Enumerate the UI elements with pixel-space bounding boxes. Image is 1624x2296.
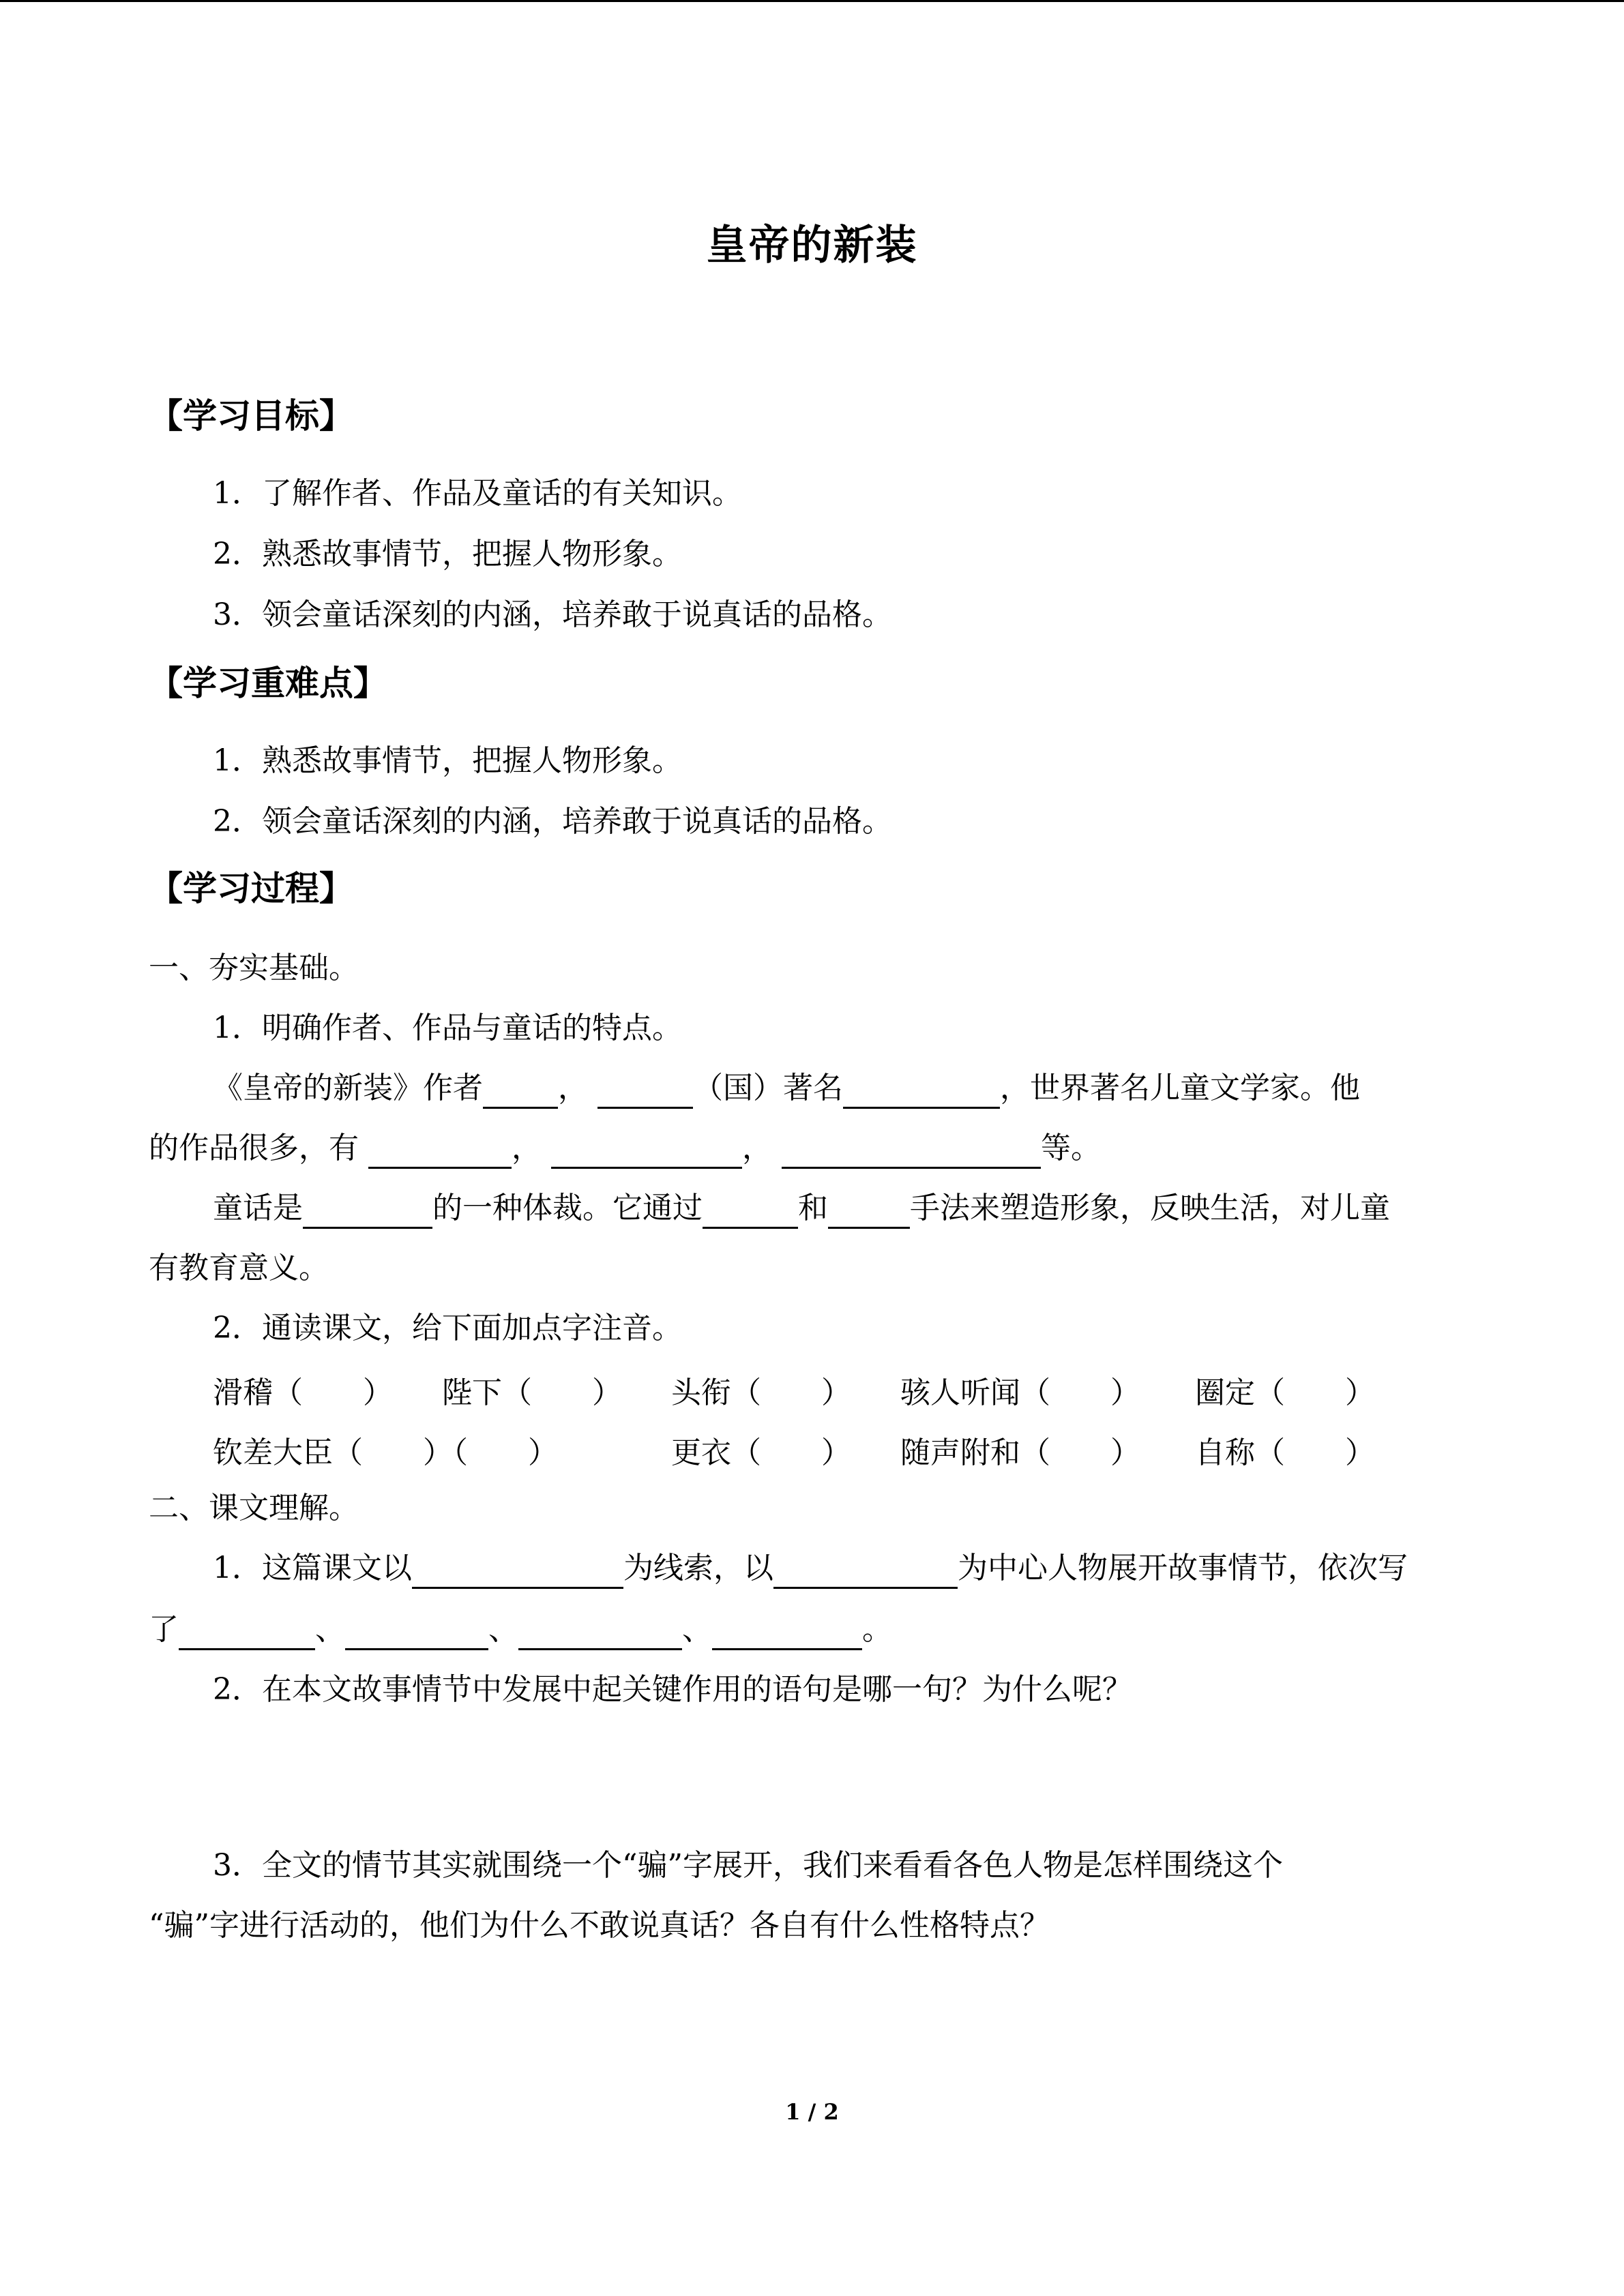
fill-line-fairytale-cont: 有教育意义。 (149, 1251, 329, 1285)
blank-country[interactable] (597, 1075, 693, 1109)
key-point-item: 2．领会童话深刻的内涵，培养敢于说真话的品格。 (213, 804, 892, 839)
objective-item: 3．领会童话深刻的内涵，培养敢于说真话的品格。 (213, 597, 892, 632)
part2-question-2: 2．在本文故事情节中发展中起关键作用的语句是哪一句？为什么呢？ (213, 1672, 1132, 1707)
blank-work-2[interactable] (551, 1135, 742, 1169)
part2-question-3: 3．全文的情节其实就围绕一个“骗”字展开，我们来看看各色人物是怎样围绕这个 (213, 1848, 1283, 1883)
blank-plot-1[interactable] (179, 1617, 315, 1650)
pinyin-item: 自称（ ） (1195, 1435, 1375, 1470)
pinyin-item: 陛下（ ） (442, 1375, 622, 1410)
blank-clue[interactable] (412, 1555, 623, 1589)
blank-plot-4[interactable] (712, 1617, 862, 1650)
part1-question-1: 1．明确作者、作品与童话的特点。 (213, 1011, 682, 1045)
fill-line-fairytale: 童话是 的一种体裁。它通过 和 手法来塑造形象，反映生活，对儿童 (213, 1188, 1390, 1229)
objectives-heading: 【学习目标】 (149, 396, 353, 436)
part1-question-2: 2．通读课文，给下面加点字注音。 (213, 1311, 682, 1345)
part2-question-1: 1．这篇课文以 为线索，以 为中心人物展开故事情节，依次写 (213, 1548, 1408, 1589)
page-number: 1 / 2 (785, 2099, 839, 2125)
pinyin-item: 头衔（ ） (671, 1375, 851, 1410)
part2-question-1-cont: 了 、 、 、 。 (149, 1609, 892, 1650)
part2-label: 二、课文理解。 (149, 1491, 359, 1525)
pinyin-item: 随声附和（ ） (900, 1435, 1140, 1470)
blank-technique-1[interactable] (703, 1195, 798, 1229)
page-title: 皇帝的新装 (706, 222, 918, 269)
fill-line-author: 《皇帝的新装》作者 ， （国）著名 ，世界著名儿童文学家。他 (213, 1068, 1360, 1109)
part2-question-3-cont: “骗”字进行活动的，他们为什么不敢说真话？各自有什么性格特点？ (149, 1908, 1050, 1943)
process-heading: 【学习过程】 (149, 869, 353, 908)
key-points-heading: 【学习重难点】 (149, 664, 387, 703)
blank-central-figure[interactable] (773, 1555, 958, 1589)
objective-item: 2．熟悉故事情节，把握人物形象。 (213, 537, 682, 571)
part1-label: 一、夯实基础。 (149, 951, 359, 985)
blank-plot-2[interactable] (345, 1617, 488, 1650)
blank-work-3[interactable] (782, 1135, 1041, 1169)
objective-item: 1．了解作者、作品及童话的有关知识。 (213, 476, 742, 511)
blank-plot-3[interactable] (518, 1617, 682, 1650)
blank-technique-2[interactable] (828, 1195, 910, 1229)
fill-line-works: 的作品很多，有 ， ， 等。 (149, 1128, 1101, 1169)
pinyin-item: 更衣（ ） (671, 1435, 851, 1470)
blank-genre[interactable] (303, 1195, 432, 1229)
blank-work-1[interactable] (368, 1135, 512, 1169)
blank-title[interactable] (843, 1075, 1000, 1109)
pinyin-item: 圈定（ ） (1195, 1375, 1375, 1410)
key-point-item: 1．熟悉故事情节，把握人物形象。 (213, 743, 682, 778)
pinyin-item: 滑稽（ ） (213, 1375, 393, 1410)
pinyin-item: 骇人听闻（ ） (900, 1375, 1140, 1410)
pinyin-item: 钦差大臣（ ）（ ） (213, 1435, 558, 1470)
top-border (0, 0, 1624, 2)
blank-author[interactable] (483, 1075, 558, 1109)
